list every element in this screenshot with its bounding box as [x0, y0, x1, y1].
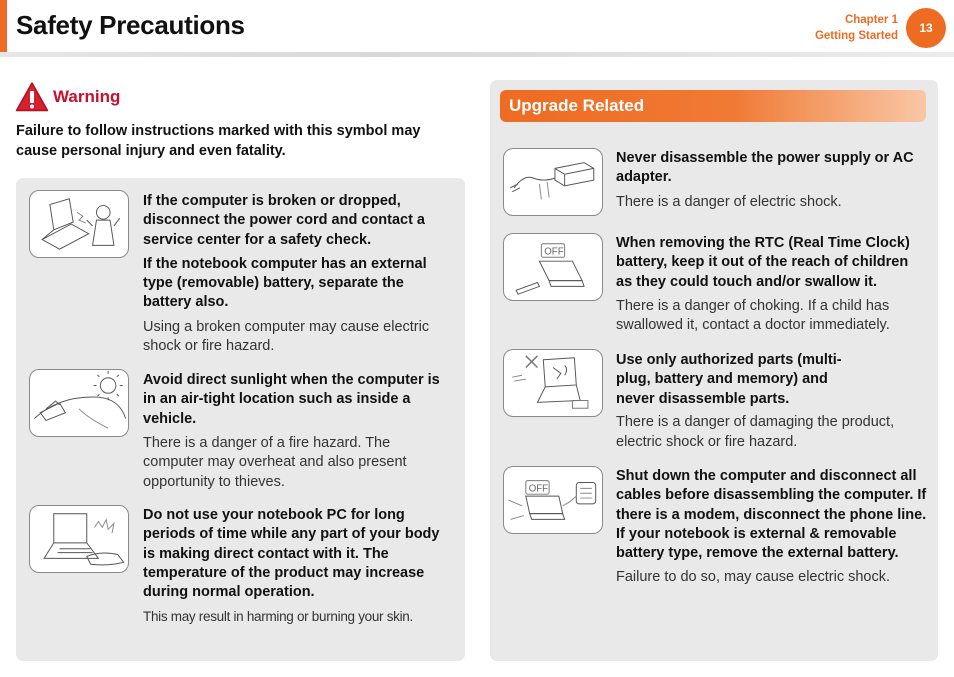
off-label: OFF — [544, 246, 564, 258]
upgrade-item-bold: Never disassemble the power supply or AC adapter. — [616, 150, 914, 186]
page-number-badge: 13 — [906, 8, 946, 48]
warning-heading: Warning — [53, 87, 121, 106]
warning-item-bold-1: Avoid direct sunlight when the computer is in an air-tight location such as inside a vehicle. — [143, 372, 440, 427]
upgrade-item-text: Failure to do so, may cause electric shock. — [616, 569, 891, 586]
header-divider — [0, 52, 954, 57]
disconnect-cables-illustration — [503, 466, 603, 534]
off-label: OFF — [528, 483, 549, 495]
chapter-title: Getting Started — [814, 30, 898, 42]
upgrade-item-bold: Shut down the computer and disconnect all cables before disassembling the computer. If there is a modem, disconnect the phone line. If your notebook is external & removable battery type, remove the external battery. — [616, 468, 927, 562]
upgrade-item-text: There is a danger of electric shock. — [616, 193, 842, 210]
chapter-number: Chapter 1 — [844, 14, 898, 26]
dropped-laptop-illustration — [29, 190, 129, 258]
authorized-parts-illustration — [503, 349, 603, 417]
power-adapter-illustration — [503, 148, 603, 216]
warning-intro: Failure to follow instructions marked with this symbol may cause personal injury and even fatality. — [16, 123, 421, 159]
warning-item-bold-2: If the notebook computer has an external type (removable) battery, separate the battery also. — [143, 255, 427, 311]
section-heading-upgrade: Upgrade Related — [500, 90, 926, 122]
warning-item-bold-1: If the computer is broken or dropped, disconnect the power cord and contact a service center for a safety check. — [143, 193, 425, 248]
warning-item-text: This may result in harming or burning your skin. — [143, 609, 413, 625]
sun-car-illustration — [29, 369, 129, 437]
upgrade-item-bold: When removing the RTC (Real Time Clock) battery, keep it out of the reach of children as they could touch and/or swallow it. — [616, 235, 910, 290]
hot-laptop-illustration — [29, 505, 129, 573]
warning-item-text: Using a broken computer may cause electric shock or fire hazard. — [143, 318, 430, 355]
upgrade-item-bold: Use only authorized parts (multi-plug, battery and memory) and never disassemble parts. — [616, 352, 842, 407]
upgrade-item-text: There is a danger of damaging the product, electric shock or fire hazard. — [616, 414, 895, 450]
warning-item-bold-1: Do not use your notebook PC for long periods of time while any part of your body is making direct contact with it. The temperature of the product may increase during normal operation. — [143, 507, 440, 601]
warning-item-text: There is a danger of a fire hazard. The computer may overheat and also present opportunity to thieves. — [143, 434, 407, 490]
page-title: Safety Precautions — [16, 10, 245, 40]
rtc-battery-illustration — [503, 233, 603, 301]
upgrade-item-text: There is a danger of choking. If a child has swallowed it, contact a doctor immediately. — [616, 297, 890, 334]
warning-triangle-icon — [15, 81, 49, 113]
chapter-label — [815, 12, 898, 44]
header-accent-bar — [0, 0, 7, 52]
